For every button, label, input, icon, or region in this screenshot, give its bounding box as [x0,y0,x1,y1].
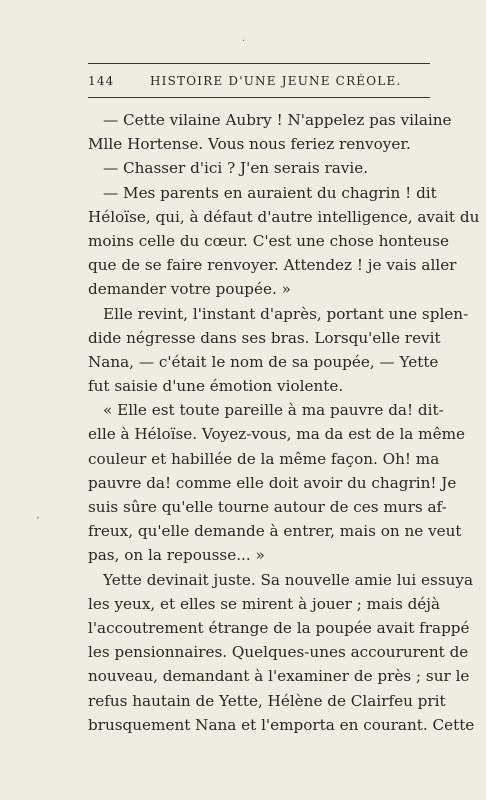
text-line: brusquement Nana et l'emporta en courant. Cette [88,715,475,734]
text-line: couleur et habillée de la même façon. Oh! ma [88,449,440,468]
text-line: moins celle du cœur. C'est une chose honteuse [88,231,449,250]
text-line: — Cette vilaine Aubry ! N'appelez pas vilaine [103,111,452,129]
text-line: refus hautain de Yette, Hélène de Clairfeu prit [88,691,446,710]
ink-speck: · [242,36,246,47]
header-top-rule [88,63,430,64]
text-line: freux, qu'elle demande à entrer, mais on ne veut [88,522,462,541]
running-head: HISTOIRE D'UNE JEUNE CRÉOLE. [150,74,402,88]
text-line: dide négresse dans ses bras. Lorsqu'elle revit [88,328,441,347]
text-line: pas, on la repousse... » [88,546,265,565]
text-line: Mlle Hortense. Vous nous feriez renvoyer. [88,135,411,154]
text-line: les pensionnaires. Quelques-unes accoururent de [88,643,469,662]
text-line: demander votre poupée. » [88,280,291,299]
page-number: 144 [88,74,115,88]
body-text [88,108,480,737]
text-line: Héloïse, qui, à défaut d'autre intelligence, avait du [88,207,480,226]
text-line: l'accoutrement étrange de la poupée avait frappé [88,618,470,637]
text-line: Yette devinait juste. Sa nouvelle amie lui essuya [103,570,474,589]
page-header [88,72,430,92]
text-line: fut saisie d'une émotion violente. [88,377,344,396]
text-line: suis sûre qu'elle tourne autour de ces murs af- [88,498,447,516]
text-line: « Elle est toute pareille à ma pauvre da! dit- [103,401,444,420]
header-bottom-rule [88,97,430,98]
margin-mark: ʼ [36,516,40,527]
text-line: les yeux, et elles se mirent à jouer ; mais déjà [88,594,441,613]
text-line: pauvre da! comme elle doit avoir du chagrin! Je [88,473,457,492]
text-line: que de se faire renvoyer. Attendez ! je vais aller [88,256,457,275]
text-line: Elle revint, l'instant d'après, portant une splen- [103,304,469,323]
text-line: — Mes parents en auraient du chagrin ! dit [103,183,437,202]
text-line: — Chasser d'ici ? J'en serais ravie. [103,159,369,178]
text-line: nouveau, demandant à l'examiner de près ; sur le [88,667,470,686]
text-line: Nana, — c'était le nom de sa poupée, — Yette [88,352,439,371]
text-line: elle à Héloïse. Voyez-vous, ma da est de la même [88,425,465,444]
